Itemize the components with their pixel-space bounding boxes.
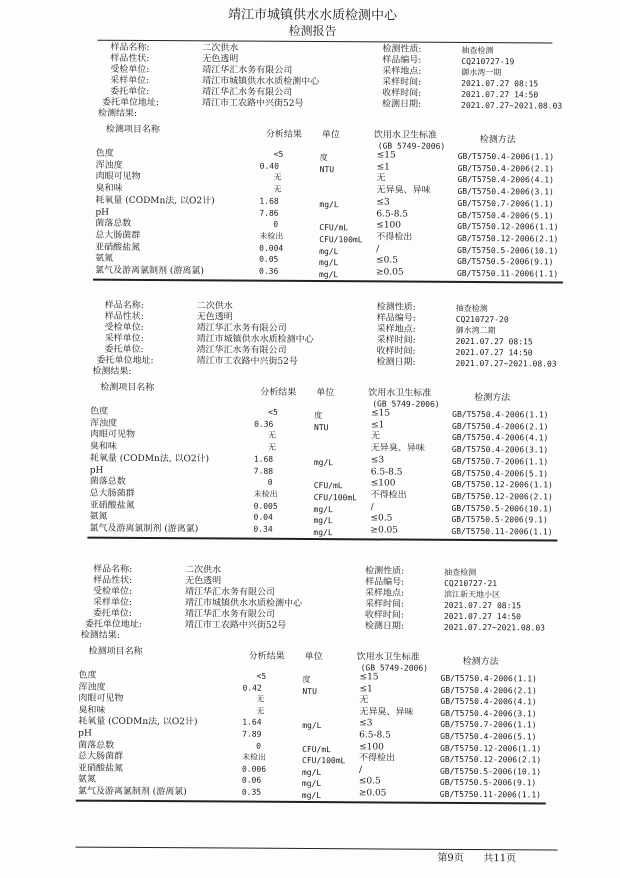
col-result-header: 分析结果 — [248, 651, 285, 662]
cell-result: 7.88 — [253, 466, 274, 476]
col-item-header: 检测项目名称 — [105, 124, 160, 136]
consignor-addr-value: 靖江市工农路中兴街52号 — [202, 98, 304, 109]
receive-time-value: 2021.07.27 14:50 — [443, 611, 522, 622]
cell-result: 未检出 — [253, 489, 278, 499]
site-value: 御水湾二期 — [455, 325, 496, 336]
cell-standard: 6.5-8.5 — [370, 466, 403, 478]
result-heading: 检测结果: — [97, 108, 138, 119]
footer-rule — [75, 847, 557, 851]
cell-result: 0 — [273, 219, 279, 229]
cell-item: 臭和味 — [89, 441, 117, 452]
cell-item: 氯气及游离氯制剂 (游离氯) — [77, 786, 187, 798]
cell-method: GB/T5750.4-2006(4.1) — [457, 175, 554, 185]
sampler-value: 靖江市城镇供水水质检测中心 — [196, 334, 314, 346]
cell-standard: ≤100 — [359, 741, 384, 753]
sample-no-value: CQ210727-19 — [461, 56, 515, 67]
title-rule — [97, 40, 552, 44]
cell-standard: 无异臭、异味 — [376, 185, 431, 196]
consignor-value: 靖江华汇水务有限公司 — [184, 609, 275, 620]
cell-method: GB/T5750.4-2006(4.1) — [451, 433, 549, 443]
cell-result: 0.35 — [241, 787, 262, 797]
cell-unit: CFU/100mL — [319, 234, 363, 245]
test-date-label: 检测日期: — [376, 357, 416, 368]
cell-standard: 不得检出 — [359, 753, 396, 764]
receive-time-label: 收样时间: — [382, 88, 422, 99]
sample-name-label: 样品名称: — [110, 42, 150, 54]
cell-standard: ≤100 — [376, 220, 402, 231]
cell-result: 0.006 — [241, 764, 267, 774]
col-standard-code: (GB 5749-2006) — [360, 663, 429, 673]
cell-item: 菌落总数 — [89, 476, 126, 488]
sample-name-value: 二次供水 — [202, 43, 239, 54]
col-standard-code: (GB 5749-2006) — [372, 399, 440, 409]
cell-method: GB/T5750.4-2006(3.1) — [451, 444, 549, 455]
cell-item: pH — [78, 728, 92, 739]
cell-method: GB/T5750.4-2006(4.1) — [440, 696, 537, 707]
cell-result: 0.005 — [253, 501, 278, 511]
cell-unit: mg/L — [302, 721, 322, 731]
cell-item: 耗氧量 (CODMn法, 以O2计) — [89, 453, 210, 465]
page-total: 共11页 — [483, 853, 517, 865]
cell-unit: mg/L — [301, 790, 322, 801]
cell-unit: 度 — [319, 153, 328, 163]
cell-item: 肉眼可见物 — [89, 430, 136, 441]
cell-result: 0.05 — [259, 254, 279, 265]
cell-method: GB/T5750.4-2006(1.1) — [440, 673, 537, 684]
lab-title: 靖江市城镇供水水质检测中心 — [228, 7, 398, 24]
page-number: 第9页 — [437, 852, 464, 864]
receive-time-value: 2021.07.27 14:50 — [455, 347, 533, 358]
cell-method: GB/T5750.12-2006(1.1) — [440, 743, 542, 754]
cell-method: GB/T5750.7-2006(1.1) — [440, 720, 537, 730]
cell-unit: CFU/mL — [302, 744, 332, 754]
cell-standard: ≤15 — [371, 408, 391, 419]
sampling-time-label: 采样时间: — [382, 77, 422, 88]
cell-standard: ≤1 — [376, 162, 390, 173]
cell-unit: mg/L — [318, 270, 339, 280]
consignor-addr-label: 委托单位地址: — [84, 619, 142, 630]
cell-standard: 无 — [376, 173, 386, 184]
consignor-addr-label: 委托单位地址: — [102, 97, 160, 109]
cell-method: GB/T5750.12-2006(1.1) — [457, 222, 559, 232]
sample-name-value: 二次供水 — [185, 565, 222, 576]
col-unit-header: 单位 — [304, 651, 323, 663]
sampler-label: 采样单位: — [92, 597, 133, 608]
site-label: 采样地点: — [365, 588, 405, 599]
cell-method: GB/T5750.7-2006(1.1) — [457, 198, 554, 209]
cell-result: 7.86 — [259, 208, 279, 218]
cell-method: GB/T5750.5-2006(10.1) — [439, 766, 542, 777]
cell-method: GB/T5750.4-2006(3.1) — [440, 708, 537, 719]
cell-result: 0 — [256, 741, 261, 751]
col-result-header: 分析结果 — [260, 387, 297, 398]
check-type-value: 抽查检测 — [455, 303, 488, 314]
cell-unit: CFU/100mL — [313, 492, 358, 503]
cell-item: 氨氮 — [89, 511, 108, 523]
cell-method: GB/T5750.12-2006(2.1) — [457, 233, 559, 244]
sampling-time-value: 2021.07.27 08:15 — [443, 600, 522, 611]
cell-unit: mg/L — [319, 199, 339, 209]
cell-unit: 度 — [314, 411, 323, 421]
cell-result: 0.06 — [241, 775, 262, 786]
cell-standard: / — [370, 501, 374, 512]
sample-property-label: 样品性状: — [104, 311, 144, 322]
sample-no-label: 样品编号: — [365, 577, 405, 588]
cell-method: GB/T5750.11-2006(1.1) — [451, 526, 553, 537]
consignor-label: 委托单位: — [110, 86, 150, 98]
cell-unit: CFU/mL — [313, 481, 343, 491]
cell-result: 0.34 — [253, 524, 273, 534]
check-type-value: 抽查检测 — [444, 567, 477, 578]
col-standard-header: 饮用水卫生标准 — [356, 652, 420, 663]
report-title: 检测报告 — [288, 23, 337, 39]
sampling-time-label: 采样时间: — [376, 335, 416, 346]
cell-unit: CFU/mL — [319, 223, 349, 233]
consignor-value: 靖江华汇水务有限公司 — [196, 345, 287, 356]
cell-standard: ≤0.5 — [370, 513, 393, 524]
cell-standard: / — [358, 765, 363, 776]
cell-standard: 无异臭、异味 — [370, 443, 425, 454]
cell-standard: ≤3 — [359, 718, 373, 729]
cell-item: 浑浊度 — [78, 682, 106, 693]
cell-result: 1.68 — [253, 454, 274, 464]
cell-result: 未检出 — [259, 231, 284, 241]
sample-property-label: 样品性状: — [110, 53, 150, 65]
cell-method: GB/T5750.5-2006(9.1) — [451, 515, 548, 525]
cell-method: GB/T5750.4-2006(5.1) — [451, 468, 549, 478]
cell-item: 总大肠菌群 — [95, 230, 141, 241]
cell-item: 臭和味 — [95, 183, 123, 194]
cell-method: GB/T5750.4-2006(1.1) — [452, 409, 549, 420]
col-method-header: 检测方法 — [479, 135, 516, 146]
sample-name-label: 样品名称: — [93, 564, 133, 575]
cell-method: GB/T5750.4-2006(1.1) — [457, 151, 555, 162]
site-value: 滨江新天地小区 — [444, 589, 501, 600]
col-item-header: 检测项目名称 — [88, 646, 143, 657]
test-date-value: 2021.07.27~2021.08.03 — [455, 358, 557, 369]
client-value: 靖江华汇水务有限公司 — [196, 323, 287, 334]
cell-item: 耗氧量 (CODMn法, 以O2计) — [78, 716, 198, 728]
cell-item: 总大肠菌群 — [89, 488, 135, 499]
sampler-value: 靖江市城镇供水水质检测中心 — [202, 76, 320, 88]
consignor-label: 委托单位: — [104, 344, 144, 355]
cell-result: <5 — [268, 407, 278, 417]
cell-unit: mg/L — [301, 767, 322, 777]
cell-method: GB/T5750.12-2006(1.1) — [451, 480, 553, 490]
check-type-value: 抽查检测 — [461, 45, 494, 56]
sampler-value: 靖江市城镇供水水质检测中心 — [184, 598, 303, 609]
col-standard-header: 饮用水卫生标准 — [368, 388, 432, 399]
check-type-label: 检测性质: — [376, 302, 416, 313]
cell-method: GB/T5750.5-2006(10.1) — [457, 245, 559, 256]
cell-standard: 无异臭、异味 — [359, 707, 414, 718]
cell-method: GB/T5750.11-2006(1.1) — [456, 268, 559, 279]
consignor-addr-label: 委托单位地址: — [96, 355, 154, 367]
cell-item: 浑浊度 — [90, 418, 118, 429]
cell-item: 肉眼可见物 — [95, 172, 141, 183]
sampler-label: 采样单位: — [104, 333, 144, 344]
cell-method: GB/T5750.12-2006(2.1) — [451, 491, 553, 502]
cell-result: 1.64 — [242, 717, 262, 728]
sampling-time-label: 采样时间: — [364, 599, 405, 610]
cell-result: 0.36 — [258, 266, 279, 276]
consignor-label: 委托单位: — [92, 608, 132, 619]
cell-result: 0.004 — [259, 243, 284, 253]
cell-method: GB/T5750.4-2006(2.1) — [452, 421, 549, 432]
sample-property-value: 无色透明 — [196, 312, 233, 323]
cell-standard: ≥0.05 — [358, 788, 387, 799]
receive-time-label: 收样时间: — [376, 346, 416, 357]
cell-item: 肉眼可见物 — [78, 693, 124, 705]
receive-time-value: 2021.07.27 14:50 — [461, 89, 539, 100]
cell-unit: 度 — [302, 674, 311, 685]
cell-item: pH — [95, 207, 110, 218]
result-heading: 检测结果: — [80, 630, 120, 641]
cell-method: GB/T5750.4-2006(5.1) — [457, 210, 554, 220]
cell-unit: mg/L — [301, 779, 322, 789]
cell-result: 无 — [273, 173, 282, 183]
cell-result: 无 — [273, 184, 282, 194]
cell-standard: ≥0.05 — [375, 267, 404, 278]
cell-result: 7.89 — [242, 729, 262, 739]
cell-standard: 不得检出 — [376, 232, 413, 243]
cell-result: 0.42 — [242, 683, 262, 693]
cell-result: 0.40 — [259, 161, 279, 171]
sample-no-value: CQ210727-20 — [455, 314, 509, 325]
cell-unit: NTU — [314, 422, 329, 432]
receive-time-label: 收样时间: — [364, 610, 404, 621]
test-date-label: 检测日期: — [382, 99, 422, 110]
cell-standard: 无 — [370, 431, 381, 442]
cell-standard: ≤15 — [376, 150, 396, 161]
cell-method: GB/T5750.5-2006(10.1) — [451, 503, 553, 514]
sample-name-label: 样品名称: — [104, 300, 144, 311]
cell-unit: mg/L — [319, 258, 339, 268]
cell-standard: ≤3 — [370, 455, 385, 466]
cell-item: 色度 — [90, 406, 109, 417]
sample-property-label: 样品性状: — [93, 575, 133, 586]
col-item-header: 检测项目名称 — [100, 382, 155, 394]
cell-method: GB/T5750.12-2006(2.1) — [440, 754, 542, 765]
col-method-header: 检测方法 — [474, 393, 511, 404]
site-value: 御水湾一期 — [461, 67, 502, 78]
test-date-label: 检测日期: — [364, 621, 404, 632]
site-label: 采样地点: — [376, 324, 416, 335]
cell-standard: ≤3 — [376, 197, 390, 208]
cell-method: GB/T5750.11-2006(1.1) — [439, 789, 542, 800]
consignor-addr-value: 靖江市工农路中兴街52号 — [184, 620, 287, 631]
client-label: 受检单位: — [104, 322, 144, 333]
test-date-value: 2021.07.27~2021.08.03 — [443, 622, 546, 633]
sample-property-value: 无色透明 — [202, 54, 239, 65]
cell-standard: ≤0.5 — [376, 255, 398, 266]
cell-result: 未检出 — [242, 752, 267, 762]
sample-no-label: 样品编号: — [382, 55, 422, 66]
cell-method: GB/T5750.5-2006(9.1) — [439, 778, 537, 788]
cell-item: pH — [89, 465, 104, 476]
cell-method: GB/T5750.7-2006(1.1) — [451, 456, 549, 467]
cell-unit: mg/L — [313, 504, 333, 514]
consignor-value: 靖江华汇水务有限公司 — [202, 87, 293, 98]
cell-method: GB/T5750.4-2006(2.1) — [440, 685, 537, 695]
cell-result: 无 — [256, 694, 265, 704]
cell-result: <5 — [256, 671, 267, 681]
cell-item: 氨氮 — [77, 774, 96, 786]
sampling-time-value: 2021.07.27 08:15 — [455, 336, 533, 347]
cell-method: GB/T5750.4-2006(2.1) — [457, 163, 555, 174]
cell-standard: / — [376, 243, 380, 255]
col-result-header: 分析结果 — [265, 129, 302, 140]
client-label: 受检单位: — [110, 64, 150, 76]
sampling-time-value: 2021.07.27 08:15 — [461, 78, 539, 89]
cell-result: 0 — [267, 477, 273, 487]
cell-standard: ≤1 — [371, 420, 385, 431]
sample-property-value: 无色透明 — [185, 576, 222, 587]
cell-standard: ≤1 — [359, 683, 373, 694]
cell-item: 氨氮 — [95, 253, 114, 265]
cell-standard: ≤15 — [359, 672, 379, 683]
cell-item: 色度 — [78, 670, 97, 681]
test-date-value: 2021.07.27~2021.08.03 — [461, 100, 563, 111]
cell-result: 0.36 — [254, 419, 274, 429]
cell-item: 浑浊度 — [95, 160, 123, 171]
cell-item: 臭和味 — [78, 705, 106, 716]
check-type-label: 检测性质: — [382, 44, 422, 55]
cell-method: GB/T5750.5-2006(9.1) — [457, 257, 554, 267]
client-value: 靖江华汇水务有限公司 — [185, 587, 276, 598]
col-standard-header: 饮用水卫生标准 — [373, 130, 437, 141]
result-heading: 检测结果: — [92, 366, 132, 377]
sample-name-value: 二次供水 — [196, 301, 233, 312]
sampler-label: 采样单位: — [110, 75, 150, 87]
cell-item: 亚硝酸盐氮 — [95, 242, 141, 253]
cell-standard: 不得检出 — [370, 490, 407, 501]
cell-item: 亚硝酸盐氮 — [77, 763, 124, 774]
cell-standard: 6.5-8.5 — [376, 208, 409, 220]
cell-standard: ≤0.5 — [358, 776, 381, 787]
cell-unit: mg/L — [313, 528, 333, 538]
col-method-header: 检测方法 — [462, 656, 499, 668]
cell-unit: mg/L — [313, 457, 334, 467]
cell-unit: NTU — [319, 164, 335, 174]
cell-item: 色度 — [95, 148, 114, 159]
col-standard-code: (GB 5749-2006) — [377, 141, 446, 151]
check-type-label: 检测性质: — [365, 566, 405, 577]
cell-item: 氯气及游离氯制剂 (游离氯) — [89, 523, 199, 535]
cell-result: 无 — [267, 442, 276, 452]
sample-no-label: 样品编号: — [376, 313, 416, 324]
cell-item: 耗氧量 (CODMn法, 以O2计) — [95, 195, 215, 207]
cell-unit: mg/L — [313, 516, 333, 526]
site-label: 采样地点: — [382, 66, 422, 77]
cell-method: GB/T5750.4-2006(3.1) — [457, 186, 554, 197]
client-value: 靖江华汇水务有限公司 — [202, 65, 293, 76]
cell-item: 菌落总数 — [95, 218, 132, 230]
cell-item: 亚硝酸盐氮 — [89, 500, 135, 511]
cell-result: 无 — [256, 706, 265, 716]
cell-unit: CFU/100mL — [302, 756, 346, 766]
cell-item: 总大肠菌群 — [78, 751, 124, 763]
cell-item: 氯气及游离氯制剂 (游离氯) — [94, 265, 204, 277]
cell-unit: mg/L — [319, 246, 339, 256]
sample-no-value: CQ210727-21 — [444, 578, 498, 589]
cell-standard: 6.5-8.5 — [359, 730, 391, 741]
cell-unit: NTU — [302, 686, 317, 696]
cell-standard: ≤100 — [370, 478, 396, 489]
col-unit-header: 单位 — [316, 388, 335, 399]
cell-result: 0.04 — [253, 512, 273, 523]
cell-result: 无 — [267, 431, 277, 441]
cell-item: 菌落总数 — [78, 740, 115, 751]
cell-method: GB/T5750.4-2006(5.1) — [440, 731, 537, 742]
consignor-addr-value: 靖江市工农路中兴街52号 — [196, 356, 298, 367]
cell-standard: ≥0.05 — [370, 525, 399, 536]
cell-result: <5 — [273, 149, 284, 159]
cell-standard: 无 — [359, 695, 369, 706]
client-label: 受检单位: — [93, 586, 133, 597]
cell-result: 1.68 — [259, 196, 279, 206]
col-unit-header: 单位 — [321, 130, 340, 141]
